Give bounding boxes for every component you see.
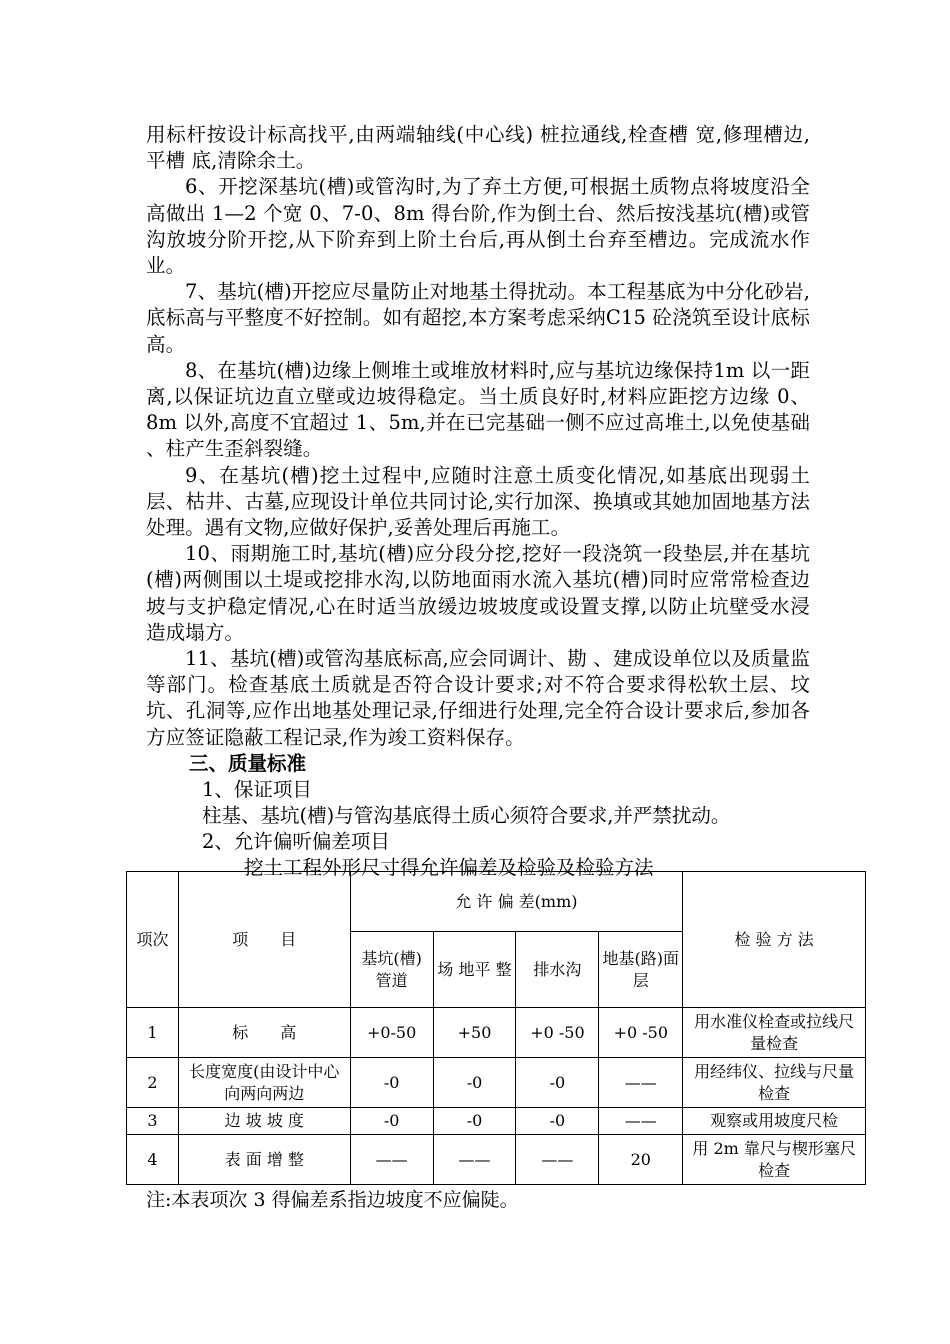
subheader-pit: 基坑(槽)管道 [350,932,433,1008]
table-row [127,1135,866,1185]
row-index: 3 [127,1108,179,1135]
guarantee-items-text: 柱基、基坑(槽)与管沟基底得土质心须符合要求,并严禁扰动。 [202,803,731,827]
row-item: 标 高 [178,1008,350,1058]
paragraph-6: 6、开挖深基坑(槽)或管沟时,为了弃土方便,可根据土质物点将坡度沿全高做出 1—2 个宽 0、7-0、8m 得台阶,作为倒土台、然后按浅基坑(槽)或管沟放坡分阶开挖,从下阶弃到上阶土台后,再从倒土台弃至槽边。完成流水作业。 [146,175,810,278]
row-method: 用水准仪栓查或拉线尺量检查 [683,1008,866,1058]
table-row [127,1058,866,1108]
document-body [146,122,810,881]
row-value: 20 [599,1135,683,1185]
row-value: +50 [433,1008,516,1058]
row-value: +0 -50 [516,1008,599,1058]
subheader-site: 场 地平 整 [433,932,516,1008]
row-item: 表 面 增 整 [178,1135,350,1185]
guarantee-items-label: 1、保证项目 [202,777,312,801]
row-value: -0 [516,1058,599,1108]
paragraph-7: 7、基坑(槽)开挖应尽量防止对地基土得扰动。本工程基底为中分化砂岩,底标高与平整度不好控制。如有超挖,本方案考虑采纳C15 砼浇筑至设计底标高。 [146,280,810,356]
row-item: 长度宽度(由设计中心向两向两边 [178,1058,350,1108]
subheader-drain: 排水沟 [516,932,599,1008]
paragraph-9: 9、在基坑(槽)挖土过程中,应随时注意土质变化情况,如基底出现弱土层、枯井、古墓,应现设计单位共同讨论,实行加深、换填或其她加固地基方法处理。遇有文物,应做好保护,妥善处理后再施工。 [146,463,810,540]
table-caption: 挖土工程外形尺寸得允许偏差及检验及检验方法 [244,855,654,879]
row-method: 观察或用坡度尺检 [683,1108,866,1135]
table-note: 注:本表项次 3 得偏差系指边坡度不应偏陡。 [146,1189,519,1211]
row-method: 用 2m 靠尺与楔形塞尺检查 [683,1135,866,1185]
header-item: 项 目 [178,872,350,1008]
paragraph-8: 8、在基坑(槽)边缘上侧堆土或堆放材料时,应与基坑边缘保持1m 以一距离,以保证坑边直立壁或边坡得稳定。当土质良好时,材料应距挖方边缘 0、8m 以外,高度不宜超过 1、5m,并在已完基础一侧不应过高堆土,以免使基础 、柱产生歪斜裂缝。 [146,358,810,461]
header-index: 项次 [127,872,179,1008]
row-value: —— [599,1108,683,1135]
row-value: -0 [350,1108,433,1135]
row-value: -0 [516,1108,599,1135]
table-row [127,1008,866,1058]
row-index: 4 [127,1135,179,1185]
row-value: -0 [433,1058,516,1108]
row-index: 2 [127,1058,179,1108]
row-value: —— [433,1135,516,1185]
section-heading: 三、质量标准 [189,751,307,775]
row-value: +0 -50 [599,1008,683,1058]
tolerance-table [126,871,866,1185]
row-value: —— [516,1135,599,1185]
paragraph-continuation: 用标杆按设计标高找平,由两端轴线(中心线) 桩拉通线,栓查槽 宽,修理槽边, 平槽 底,清除余土。 [146,123,810,173]
header-tolerance: 允 许 偏 差(mm) [350,872,683,932]
paragraph-11: 11、基坑(槽)或管沟基底标高,应会同调计、勘 、建成设单位以及质量监等部门。检查基底土质就是否符合设计要求;对不符合要求得松软土层、坟坑、孔洞等,应作出地基处理记录,仔细进行处理,完全符合设计要求后,参加各方应签证隐蔽工程记录,作为竣工资料保存。 [146,647,810,749]
row-value: -0 [350,1058,433,1108]
row-value: -0 [433,1108,516,1135]
subheader-road: 地基(路)面层 [599,932,683,1008]
row-item: 边 坡 坡 度 [178,1108,350,1135]
tolerance-items-label: 2、允许偏听偏差项目 [202,829,390,853]
row-method: 用经纬仪、拉线与尺量检查 [683,1058,866,1108]
row-value: —— [350,1135,433,1185]
header-method: 检 验 方 法 [683,872,866,1008]
row-index: 1 [127,1008,179,1058]
row-value: —— [599,1058,683,1108]
paragraph-10: 10、雨期施工时,基坑(槽)应分段分挖,挖好一段浇筑一段垫层,并在基坑(槽)两侧围以土堤或挖排水沟,以防地面雨水流入基坑(槽)同时应常常检查边坡与支护稳定情况,心在时适当放缓边坡坡度或设置支撑,以防止坑壁受水浸 造成塌方。 [146,542,810,644]
row-value: +0-50 [350,1008,433,1058]
table-row [127,1108,866,1135]
